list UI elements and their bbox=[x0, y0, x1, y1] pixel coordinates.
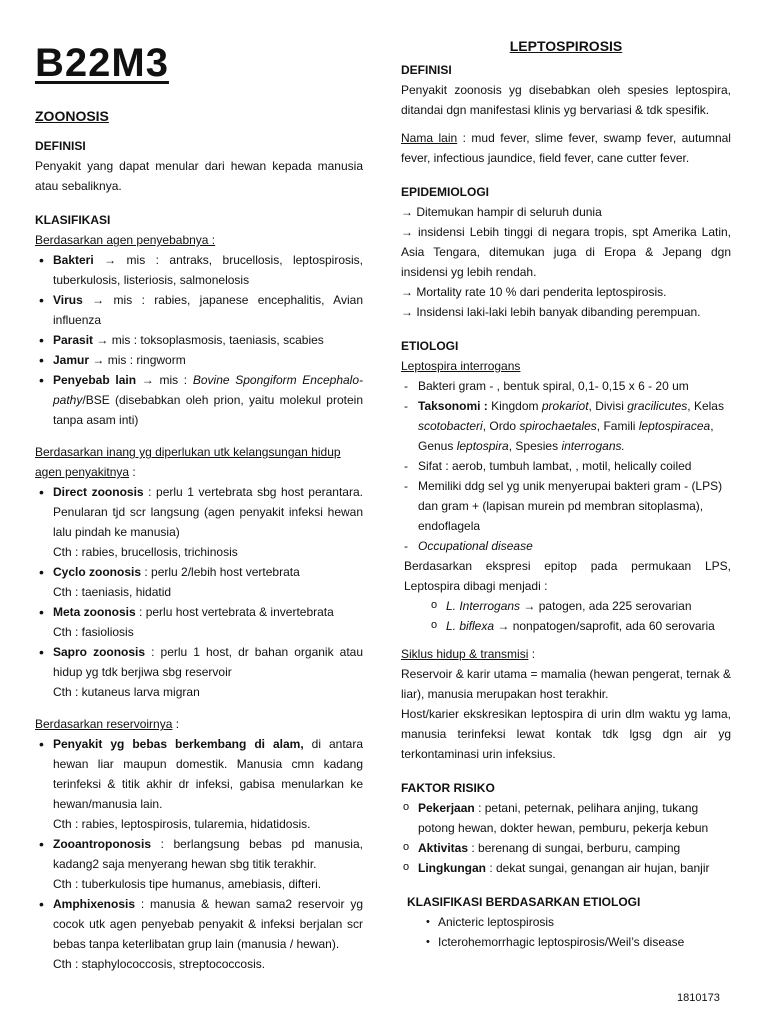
epidemiologi-heading: EPIDEMIOLOGI bbox=[401, 185, 490, 199]
siklus-heading: Siklus hidup & transmisi : bbox=[401, 647, 536, 661]
etiologi-heading: ETIOLOGI bbox=[401, 339, 459, 353]
zoonosis-definisi-text: Penyakit yang dapat menular dari hewan kepada manusia atau sebaliknya. bbox=[35, 159, 363, 193]
faktor-heading: FAKTOR RISIKO bbox=[401, 781, 495, 795]
ekspresi-text: Berdasarkan ekspresi epitop pada permukaan LPS, Leptospira dibagi menjadi : bbox=[404, 559, 731, 593]
epidemiologi-item: → Ditemukan hampir di seluruh dunia bbox=[401, 205, 602, 219]
list-item: • Penyakit yg bebas berkembang di alam, di antara hewan liar maupun domestik. Manusia cmn kadang terinfeksi & titik akhir dr infeksi, gabisa menularkan ke hewan/manusia lain. Cth : rabies, leptospirosis, tularemia, hidatidosis. bbox=[35, 734, 363, 834]
right-column bbox=[401, 36, 731, 952]
list-item: • Jamur → mis : ringworm bbox=[35, 350, 363, 370]
inang-list bbox=[35, 482, 363, 702]
list-item: - Memiliki ddg sel yg unik menyerupai bakteri gram - (LPS) dan gram + (lapisan murein pd membran sitoplasma), endoflagela bbox=[401, 476, 731, 536]
lepto-definisi-heading: DEFINISI bbox=[401, 63, 452, 77]
nama-lain: Nama lain : mud fever, slime fever, swamp fever, autumnal fever, infectious jaundice, field fever, cane cutter fever. bbox=[401, 131, 731, 165]
reservoir-heading: Berdasarkan reservoirnya : bbox=[35, 717, 180, 731]
list-item: • Cyclo zoonosis : perlu 2/lebih host vertebrata Cth : taeniasis, hidatid bbox=[35, 562, 363, 602]
list-item: o Pekerjaan : petani, peternak, pelihara anjing, tukang potong hewan, dokter hewan, pemburu, pekerja kebun bbox=[401, 798, 731, 838]
list-item: - Taksonomi : Kingdom prokariot, Divisi gracilicutes, Kelas scotobacteri, Ordo spirochaetales, Famili leptospiracea, Genus leptospira, Spesies interrogans. bbox=[401, 396, 731, 456]
list-item: - Sifat : aerob, tumbuh lambat, , motil, helically coiled bbox=[401, 456, 731, 476]
list-item: • Icterohemorrhagic leptospirosis/Weil’s disease bbox=[401, 932, 731, 952]
siklus-p1: Reservoir & karir utama = mamalia (hewan pengerat, ternak & liar), manusia merupakan host terakhir. bbox=[401, 667, 731, 701]
list-item: o L. biflexa → nonpatogen/saprofit, ada 60 serovaria bbox=[401, 616, 731, 636]
list-item: - Bakteri gram - , bentuk spiral, 0,1- 0,15 x 6 - 20 um bbox=[401, 376, 731, 396]
list-item: • Zooantroponosis : berlangsung bebas pd manusia, kadang2 saja menyerang hewan sbg titik terakhir. Cth : tuberkulosis tipe humanus, amebiasis, difteri. bbox=[35, 834, 363, 894]
list-item: • Meta zoonosis : perlu host vertebrata & invertebrata Cth : fasioliosis bbox=[35, 602, 363, 642]
document-title: B22M3 bbox=[35, 41, 169, 85]
leptospira-types bbox=[401, 596, 731, 636]
list-item: • Penyebab lain → mis : Bovine Spongiform Encephalo-pathy/BSE (disebabkan oleh prion, yaitu molekul protein tanpa asam inti) bbox=[35, 370, 363, 430]
list-item: • Amphixenosis : manusia & hewan sama2 reservoir yg cocok utk agen penyebab penyakit & infeksi berjalan scr bebas tanpa keterlibatan grup lain (manusia / hewan). Cth : staphylococcosis, streptococcosis. bbox=[35, 894, 363, 974]
reservoir-list bbox=[35, 734, 363, 974]
leptospirosis-title: LEPTOSPIROSIS bbox=[509, 38, 623, 54]
list-item: • Sapro zoonosis : perlu 1 host, dr bahan organik atau hidup yg tdk berjiwa sbg reservoir Cth : kutaneus larva migran bbox=[35, 642, 363, 702]
etiologi-subheading: Leptospira interrogans bbox=[401, 359, 521, 373]
siklus-p2: Host/karier ekskresikan leptospira di urin dlm waktu yg lama, manusia terinfeksi lewat kontak tdk lgsg dgn air yg terkontaminasi urin infeksius. bbox=[401, 707, 731, 761]
list-item: o L. Interrogans → patogen, ada 225 serovarian bbox=[401, 596, 731, 616]
list-item: • Parasit → mis : toksoplasmosis, taeniasis, scabies bbox=[35, 330, 363, 350]
klasifikasi-heading: KLASIFIKASI bbox=[35, 213, 111, 227]
inang-heading: Berdasarkan inang yg diperlukan utk kelangsungan hidup agen penyakitnya : bbox=[35, 445, 341, 479]
list-item: • Direct zoonosis : perlu 1 vertebrata sbg host perantara. Penularan tjd scr langsung (agen penyakit infeksi hewan lalu pindah ke manusia) Cth : rabies, brucellosis, trichinosis bbox=[35, 482, 363, 562]
list-item: o Lingkungan : dekat sungai, genangan air hujan, banjir bbox=[401, 858, 731, 878]
document-number: 1810173 bbox=[677, 992, 720, 1004]
zoonosis-title: ZOONOSIS bbox=[35, 108, 109, 124]
faktor-list bbox=[401, 798, 731, 878]
list-item: • Virus → mis : rabies, japanese encephalitis, Avian influenza bbox=[35, 290, 363, 330]
klasifikasi-etiologi-heading: KLASIFIKASI BERDASARKAN ETIOLOGI bbox=[407, 895, 641, 909]
list-item: • Anicteric leptospirosis bbox=[401, 912, 731, 932]
epidemiologi-item: → Mortality rate 10 % dari penderita leptospirosis. bbox=[401, 285, 667, 299]
list-item: • Bakteri → mis : antraks, brucellosis, leptospirosis, tuberkulosis, listeriosis, salmonelosis bbox=[35, 250, 363, 290]
list-item: o Aktivitas : berenang di sungai, berburu, camping bbox=[401, 838, 731, 858]
etiologi-list bbox=[401, 376, 731, 556]
list-item: - Occupational disease bbox=[401, 536, 731, 556]
left-column bbox=[35, 40, 363, 974]
klasifikasi-etiologi-list bbox=[401, 912, 731, 952]
agen-heading: Berdasarkan agen penyebabnya : bbox=[35, 233, 216, 247]
lepto-definisi-text: Penyakit zoonosis yg disebabkan oleh spesies leptospira, ditandai dgn manifestasi klinis yg bervariasi & tdk spesifik. bbox=[401, 83, 731, 117]
epidemiologi-item: → insidensi Lebih tinggi di negara tropis, spt Amerika Latin, Asia Tengara, ditemukan juga di Eropa & Jepang dgn insidensi yg lebih rendah. bbox=[401, 225, 731, 279]
epidemiologi-item: → Insidensi laki-laki lebih banyak dibanding perempuan. bbox=[401, 305, 701, 319]
agen-list bbox=[35, 250, 363, 430]
zoonosis-definisi-heading: DEFINISI bbox=[35, 139, 86, 153]
